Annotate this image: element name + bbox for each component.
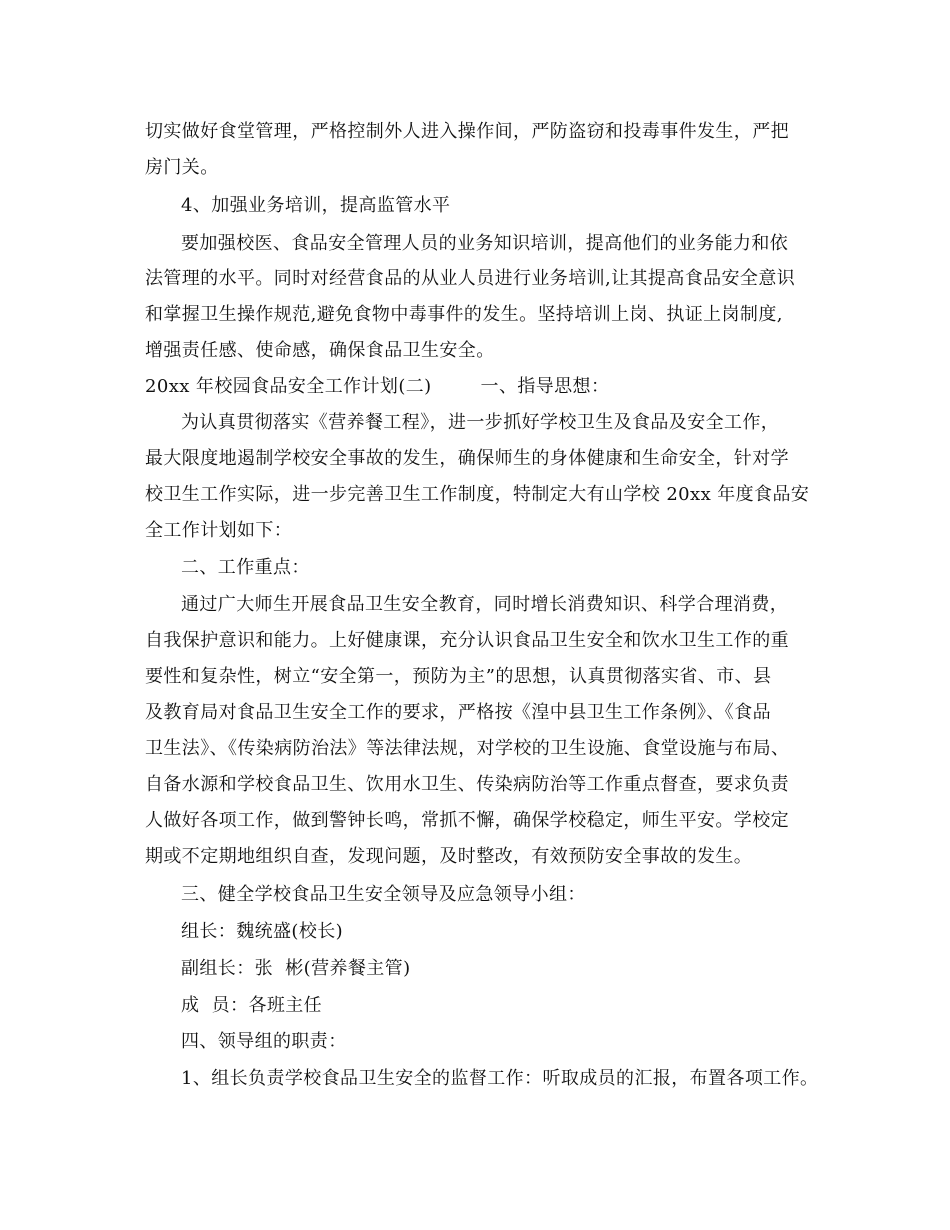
text-line: 人做好各项工作，做到警钟长鸣，常抓不懈，确保学校稳定，师生平安。学校定	[145, 810, 789, 831]
text-line: 成 员：各班主任	[181, 995, 323, 1016]
text-line: 增强责任感、使命感，确保食品卫生安全。	[145, 340, 495, 361]
text-line: 卫生法》、《传染病防治法》等法律法规，对学校的卫生设施、食堂设施与布局、	[145, 738, 790, 759]
text-line: 最大限度地遏制学校安全事故的发生，确保师生的身体健康和生命安全，针对学	[145, 448, 789, 469]
document-subtitle: 20xx 年校园食品安全工作计划(二) 一、指导思想：	[145, 376, 610, 397]
text-line: 要性和复杂性，树立“安全第一，预防为主”的思想，认真贯彻落实省、市、县	[145, 666, 772, 687]
text-line: 期或不定期地组织自查，发现问题，及时整改，有效预防安全事故的发生。	[145, 846, 753, 867]
text-line: 法管理的水平。同时对经营食品的从业人员进行业务培训,让其提高食品安全意识	[145, 268, 796, 289]
text-line: 要加强校医、食品安全管理人员的业务知识培训，提高他们的业务能力和依	[181, 233, 789, 254]
text-line: 房门关。	[145, 157, 219, 178]
text-line: 组长：魏统盛(校长)	[181, 921, 344, 942]
text-line: 1、组长负责学校食品卫生安全的监督工作：听取成员的汇报，布置各项工作。	[181, 1068, 819, 1089]
text-line: 为认真贯彻落实《营养餐工程》，进一步抓好学校卫生及食品及安全工作，	[181, 412, 780, 433]
text-line: 切实做好食堂管理，严格控制外人进入操作间，严防盗窃和投毒事件发生，严把	[145, 121, 789, 142]
text-line: 和掌握卫生操作规范,避免食物中毒事件的发生。坚持培训上岗、执证上岗制度,	[145, 304, 783, 325]
section-heading: 二、工作重点：	[181, 557, 310, 578]
text-line: 校卫生工作实际，进一步完善卫生工作制度，特制定大有山学校 20xx 年度食品安	[145, 484, 810, 505]
section-heading: 四、领导组的职责：	[181, 1031, 347, 1052]
text-line: 通过广大师生开展食品卫生安全教育，同时增长消费知识、科学合理消费，	[181, 594, 789, 615]
text-line: 及教育局对食品卫生安全工作的要求，严格按《湟中县卫生工作条例》、《食品	[145, 702, 771, 723]
text-line: 自备水源和学校食品卫生、饮用水卫生、传染病防治等工作重点督查，要求负责	[145, 774, 789, 795]
text-line: 全工作计划如下：	[145, 520, 293, 541]
section-heading: 4、加强业务培训，提高监管水平	[181, 195, 451, 216]
section-heading: 三、健全学校食品卫生安全领导及应急领导小组：	[181, 884, 586, 905]
text-line: 副组长：张 彬(营养餐主管)	[181, 958, 411, 979]
text-line: 自我保护意识和能力。上好健康课，充分认识食品卫生安全和饮水卫生工作的重	[145, 630, 789, 651]
